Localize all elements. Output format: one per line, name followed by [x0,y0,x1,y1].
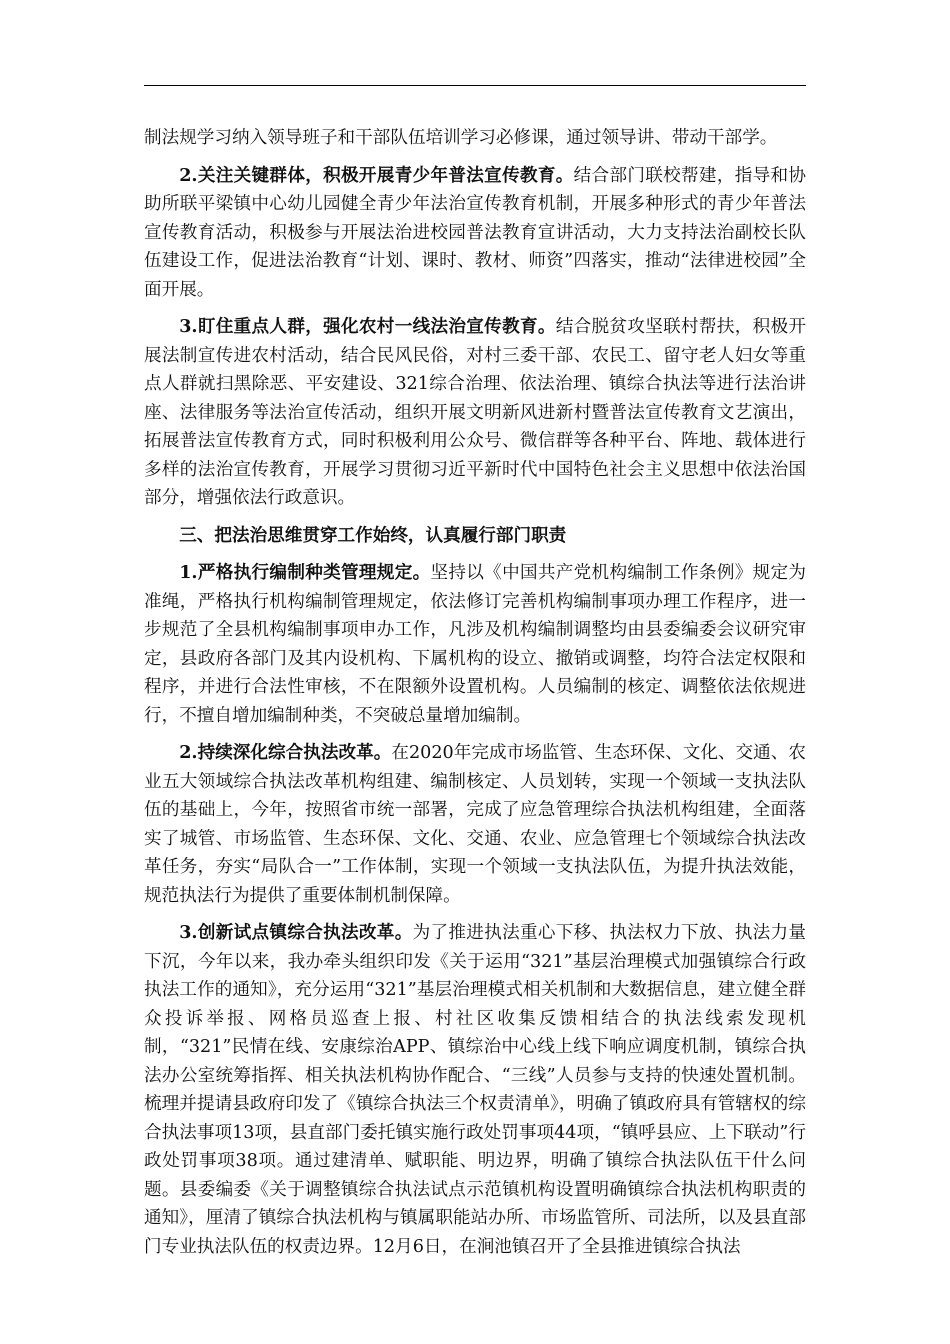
section-heading: 三、把法治思维贯穿工作始终，认真履行部门职责 [179,524,567,546]
header-rule [144,85,806,86]
paragraph-pilot-town-reform [144,919,806,1261]
paragraph-lead: 2.持续深化综合执法改革。 [179,742,392,763]
paragraph-enforcement-reform [144,739,806,910]
paragraph-rural-education [144,313,806,513]
paragraph-text: 坚持以《中国共产党机构编制工作条例》规定为准绳，严格执行机构编制管理规定，依法修订完善机构编制事项办理工作程序，进一步规范了全县机构编制事项申办工作，凡涉及机构编制调整均由县委编委会议研究审定，县政府各部门及其内设机构、下属机构的设立、撤销或调整，均符合法定权限和程序，并进行合法性审核，不在限额外设置机构。人员编制的核定、调整依法依规进行，不擅自增加编制种类，不突破总量增加编制。 [144,563,806,726]
paragraph-text: 制法规学习纳入领导班子和干部队伍培训学习必修课，通过领导讲、带动干部学。 [144,128,778,148]
paragraph-lead: 1.严格执行编制种类管理规定。 [179,562,431,583]
paragraph-text: 在2020年完成市场监管、生态环保、文化、交通、农业五大领域综合执法改革机构组建、编制核定、人员划转，实现一个领域一支执法队伍的基础上，今年，按照省市统一部署，完成了应急管理综合执法机构组建，全面落实了城管、市场监管、生态环保、文化、交通、农业、应急管理七个领域综合执法改革任务，夯实“局队合一”工作体制，实现一个领域一支执法队伍，为提升执法效能，规范执法行为提供了重要体制机制保障。 [144,743,806,906]
document-body [144,124,806,1270]
paragraph-continuation [144,124,806,153]
paragraph-staffing-rules [144,559,806,730]
paragraph-text: 结合部门联校帮建，指导和协助所联平梁镇中心幼儿园健全青少年法治宣传教育机制，开展多种形式的青少年普法宣传教育活动，积极参与开展法治进校园普法教育宣讲活动，大力支持法治副校长队伍建设工作，促进法治教育“计划、课时、教材、师资”四落实，推动“法律进校园”全面开展。 [144,165,806,300]
paragraph-lead: 3.盯住重点人群，强化农村一线法治宣传教育。 [179,316,556,337]
paragraph-lead: 2.关注关键群体，积极开展青少年普法宣传教育。 [179,164,574,186]
paragraph-youth-education [144,162,806,305]
paragraph-text: 结合脱贫攻坚联村帮扶，积极开展法制宣传进农村活动，结合民风民俗，对村三委干部、农民工、留守老人妇女等重点人群就扫黑除恶、平安建设、321综合治理、依法治理、镇综合执法等进行法治讲座、法律服务等法治宣传活动，组织开展文明新风进新村暨普法宣传教育文艺演出，拓展普法宣传教育方式，同时积极利用公众号、微信群等各种平台、阵地、载体进行多样的法治宣传教育，开展学习贯彻习近平新时代中国特色社会主义思想中依法治国部分，增强依法行政意识。 [144,317,806,508]
paragraph-text: 为了推进执法重心下移、执法权力下放、执法力量下沉，今年以来，我办牵头组织印发《关于运用“321”基层治理模式加强镇综合行政执法工作的通知》，充分运用“321”基层治理模式相关机制和大数据信息，建立健全群众投诉举报、网格员巡查上报、村社区收集反馈相结合的执法线索发现机制，“321”民情在线、安康综治APP、镇综治中心线上线下响应调度机制，镇综合执法办公室统筹指挥、相关执法机构协作配合、“三线”人员参与支持的快速处置机制。梳理并提请县政府印发了《镇综合执法三个权责清单》，明确了镇政府具有管辖权的综合执法事项13项，县直部门委托镇实施行政处罚事项44项，“镇呼县应、上下联动”行政处罚事项38项。通过建清单、赋职能、明边界，明确了镇综合执法队伍干什么问题。县委编委《关于调整镇综合执法试点示范镇机构设置明确镇综合执法机构职责的通知》，厘清了镇综合执法机构与镇属职能站办所、市场监管所、司法所，以及县直部门专业执法队伍的权责边界。12月6日，在涧池镇召开了全县推进镇综合执法 [144,923,806,1257]
paragraph-lead: 3.创新试点镇综合执法改革。 [179,922,413,943]
